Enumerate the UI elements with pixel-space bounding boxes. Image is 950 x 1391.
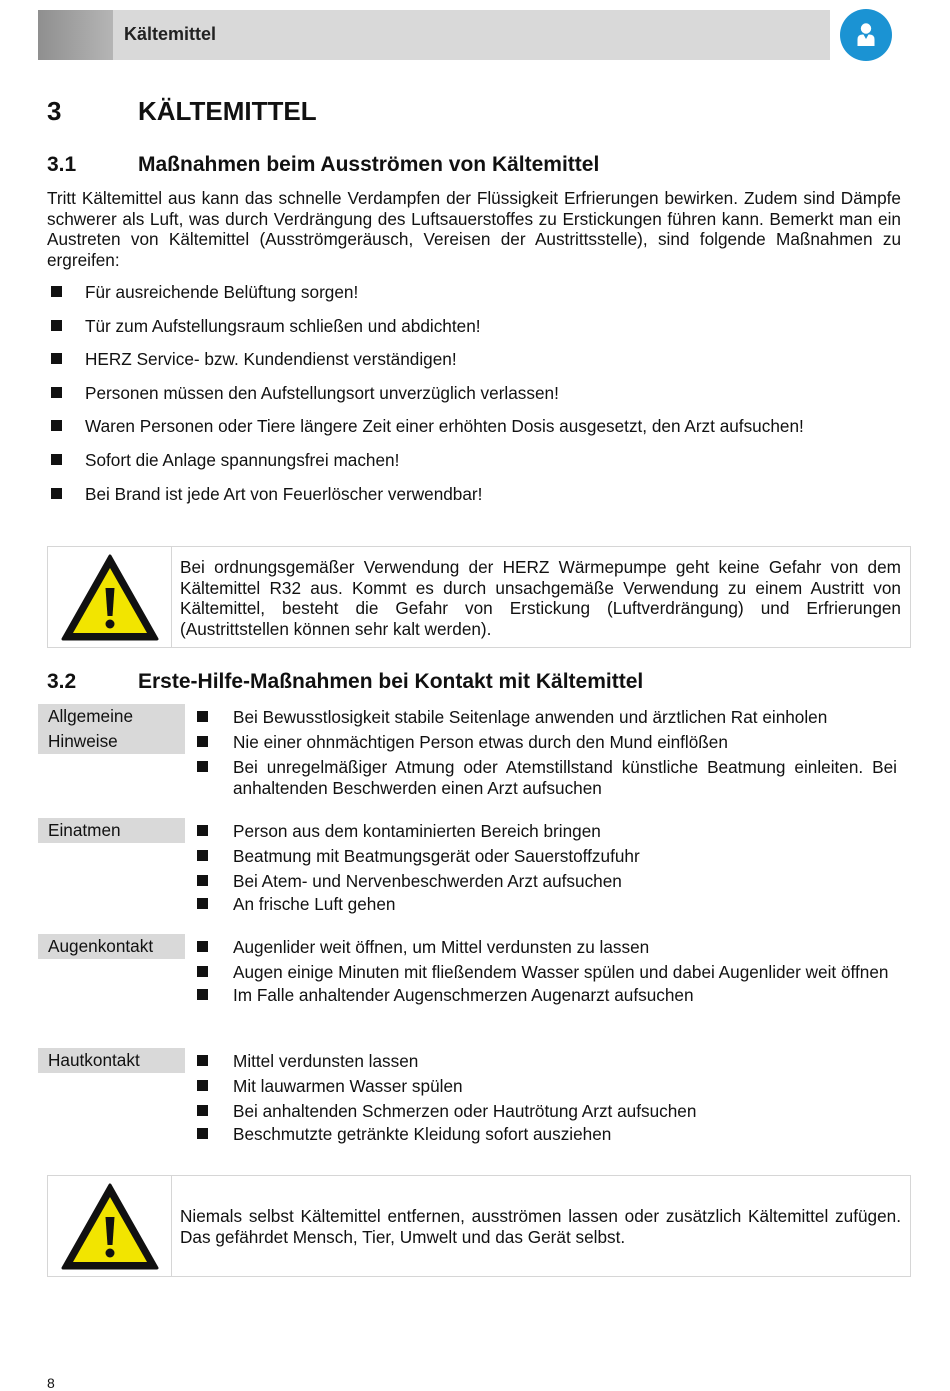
section-heading-3-1 — [47, 153, 847, 179]
list-item: Im Falle anhaltender Augenschmerzen Augenarzt aufsuchen — [197, 985, 897, 1006]
bullet-square-icon — [197, 1128, 208, 1139]
bullet-square-icon — [197, 875, 208, 886]
page-number: 8 — [47, 1375, 55, 1391]
bullet-square-icon — [51, 286, 62, 297]
list-item: Mit lauwarmen Wasser spülen — [197, 1076, 897, 1097]
bullet-square-icon — [197, 966, 208, 977]
warning-text: Niemals selbst Kältemittel entfernen, ausströmen lassen oder zusätzlich Kältemittel zufügen. Das gefährdet Mensch, Tier, Umwelt und das Gerät selbst. — [180, 1206, 901, 1247]
bullet-square-icon — [197, 761, 208, 772]
list-item: Beatmung mit Beatmungsgerät oder Sauerstoffzufuhr — [197, 846, 897, 867]
list-item: Augen einige Minuten mit fließendem Wasser spülen und dabei Augenlider weit öffnen — [197, 962, 897, 983]
warning-triangle-icon — [60, 1182, 160, 1272]
bullet-square-icon — [197, 711, 208, 722]
section-title: Erste-Hilfe-Maßnahmen bei Kontakt mit Kältemittel — [138, 670, 644, 693]
list-item: Sofort die Anlage spannungsfrei machen! — [47, 449, 907, 483]
list-item: Personen müssen den Aufstellungsort unverzüglich verlassen! — [47, 382, 907, 416]
first-aid-list-general — [197, 707, 897, 798]
list-item: Bei anhaltenden Schmerzen oder Hautrötung Arzt aufsuchen — [197, 1101, 897, 1122]
list-item: Für ausreichende Belüftung sorgen! — [47, 281, 907, 315]
chapter-title: KÄLTEMITTEL — [138, 96, 317, 126]
bullet-square-icon — [51, 387, 62, 398]
bullet-square-icon — [51, 420, 62, 431]
warning-box — [47, 546, 911, 648]
first-aid-label-eye-contact: Augenkontakt — [38, 934, 185, 959]
bullet-square-icon — [197, 850, 208, 861]
list-item: Bei Brand ist jede Art von Feuerlöscher verwendbar! — [47, 483, 907, 517]
list-item: Person aus dem kontaminierten Bereich bringen — [197, 821, 897, 842]
header-bar — [38, 10, 830, 60]
bullet-square-icon — [197, 989, 208, 1000]
first-aid-label-skin-contact: Hautkontakt — [38, 1048, 185, 1073]
section-title: Maßnahmen beim Ausströmen von Kältemittel — [138, 153, 600, 176]
bullet-square-icon — [51, 353, 62, 364]
section-heading-3-2 — [47, 670, 847, 696]
measures-list — [47, 281, 907, 516]
section-number: 3.1 — [47, 153, 77, 176]
list-item: Mittel verdunsten lassen — [197, 1051, 897, 1072]
warning-box — [47, 1175, 911, 1277]
warning-text: Bei ordnungsgemäßer Verwendung der HERZ Wärmepumpe geht keine Gefahr von dem Kältemittel R32 aus. Kommt es durch unsachgemäße Verwendung zu einem Austritt von Kältemittel, besteht die Gefahr von Erstickung (Luftverdrängung) und Erfrierungen (Austrittstellen können sehr kalt werden). — [180, 557, 901, 639]
section-number: 3.2 — [47, 670, 77, 693]
bullet-square-icon — [51, 454, 62, 465]
first-aid-list-inhalation — [197, 821, 897, 914]
header-accent-block — [38, 10, 113, 60]
bullet-square-icon — [197, 736, 208, 747]
bullet-square-icon — [197, 898, 208, 909]
intro-paragraph: Tritt Kältemittel aus kann das schnelle Verdampfen der Flüssigkeit Erfrierungen bewirken. Zudem sind Dämpfe schwerer als Luft, was durch Verdrängung des Luftsauerstoffes zu Erstickungen führen kann. Bemerkt man ein Austreten von Kältemittel (Ausströmgeräusch, Vereisen der Austrittsstelle), sind folgende Maßnahmen zu ergreifen: — [47, 188, 901, 270]
chapter-number: 3 — [47, 96, 62, 126]
bullet-square-icon — [51, 488, 62, 499]
header-title: Kältemittel — [124, 24, 217, 44]
warning-triangle-icon — [60, 553, 160, 643]
first-aid-list-eye-contact — [197, 937, 897, 1005]
bullet-square-icon — [197, 1080, 208, 1091]
first-aid-list-skin-contact — [197, 1051, 897, 1144]
list-item: HERZ Service- bzw. Kundendienst verständigen! — [47, 348, 907, 382]
first-aid-label-inhalation: Einatmen — [38, 818, 185, 843]
bullet-square-icon — [197, 1105, 208, 1116]
list-item: Bei unregelmäßiger Atmung oder Atemstillstand künstliche Beatmung einleiten. Bei anhaltenden Beschwerden einen Arzt aufsuchen — [197, 757, 897, 798]
bullet-square-icon — [197, 825, 208, 836]
list-item: An frische Luft gehen — [197, 894, 897, 915]
user-icon — [840, 9, 892, 61]
list-item: Bei Bewusstlosigkeit stabile Seitenlage anwenden und ärztlichen Rat einholen — [197, 707, 897, 728]
bullet-square-icon — [51, 320, 62, 331]
list-item: Augenlider weit öffnen, um Mittel verdunsten zu lassen — [197, 937, 897, 958]
bullet-square-icon — [197, 1055, 208, 1066]
list-item: Tür zum Aufstellungsraum schließen und abdichten! — [47, 315, 907, 349]
list-item: Nie einer ohnmächtigen Person etwas durch den Mund einflößen — [197, 732, 897, 753]
list-item: Bei Atem- und Nervenbeschwerden Arzt aufsuchen — [197, 871, 897, 892]
bullet-square-icon — [197, 941, 208, 952]
list-item: Waren Personen oder Tiere längere Zeit einer erhöhten Dosis ausgesetzt, den Arzt aufsuchen! — [47, 415, 907, 449]
list-item: Beschmutzte getränkte Kleidung sofort ausziehen — [197, 1124, 897, 1145]
first-aid-label-general: Allgemeine Hinweise — [38, 704, 185, 754]
